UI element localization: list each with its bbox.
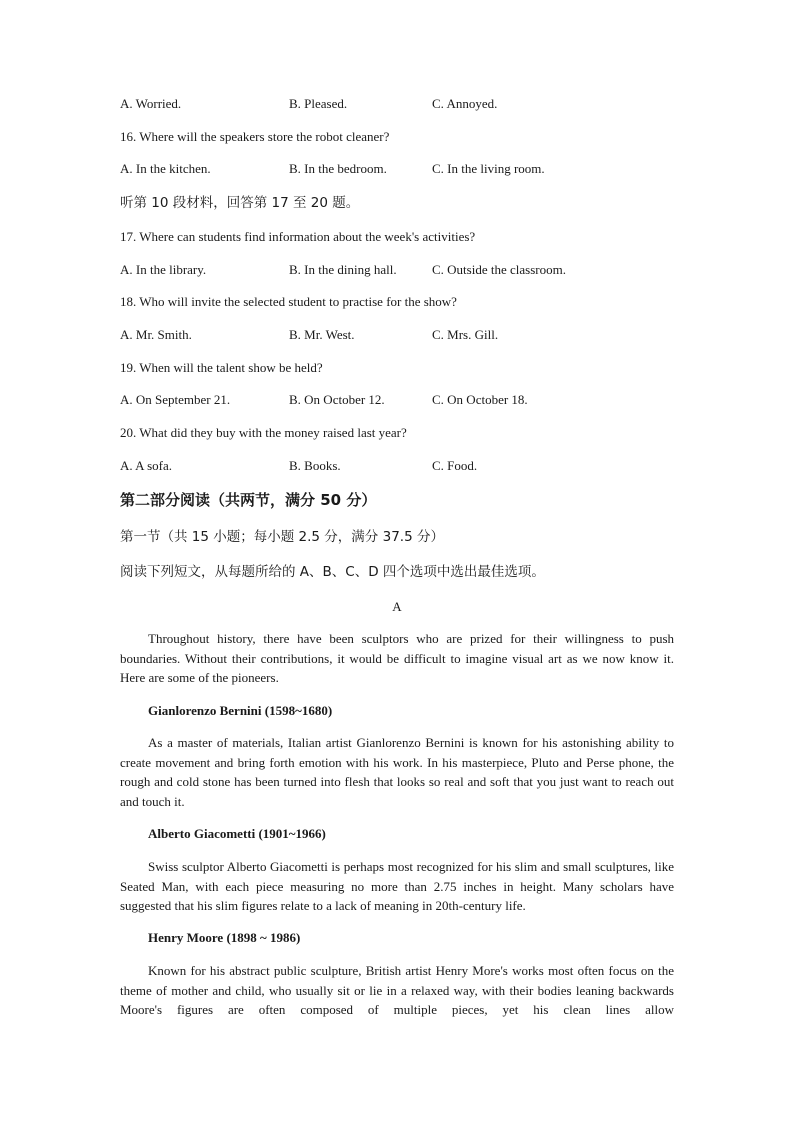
q18-question: 18. Who will invite the selected student to practise for the show? (120, 294, 457, 309)
q17-option-b: B. In the dining hall. (289, 262, 397, 277)
q15-option-b: B. Pleased. (289, 96, 348, 111)
q18-option-a: A. Mr. Smith. (120, 327, 192, 342)
q18-option-c: C. Mrs. Gill. (432, 327, 499, 342)
q20-option-c: C. Food. (432, 458, 478, 473)
part2-title: 第二部分阅读（共两节，满分 50 分） (120, 491, 377, 509)
section1-title: 第一节（共 15 小题；每小题 2.5 分，满分 37.5 分） (120, 529, 444, 545)
moore-heading: Henry Moore (1898 ~ 1986) (148, 930, 301, 945)
q17-question: 17. Where can students find information about the week's activities? (120, 229, 476, 244)
moore-paragraph: Known for his abstract public sculpture, British artist Henry More's works most often focus on the theme of mother and child, who usually sit or lie in a relaxed way, with their bodies leaning backwards Moore's figures are often composed of multiple pieces, yet his clean lines allow (120, 963, 674, 1017)
q16-option-c: C. In the living room. (432, 161, 545, 176)
q15-option-a: A. Worried. (120, 96, 182, 111)
giacometti-heading: Alberto Giacometti (1901~1966) (148, 826, 326, 841)
q19-question: 19. When will the talent show be held? (120, 360, 323, 375)
q15-option-c: C. Annoyed. (432, 96, 498, 111)
reading-instruction: 阅读下列短文，从每题所给的 A、B、C、D 四个选项中选出最佳选项。 (120, 564, 545, 580)
giacometti-paragraph: Swiss sculptor Alberto Giacometti is perhaps most recognized for his slim and small sculptures, like Seated Man, with each piece measuring no more than 2.75 inches in height. Many scholars have suggested that his slim figures relate to a lack of meaning in 20th-century life. (120, 859, 674, 913)
q17-option-a: A. In the library. (120, 262, 207, 277)
intro-paragraph: Throughout history, there have been sculptors who are prized for their willingness to push boundaries. Without their contributions, it would be difficult to imagine visual art as we now know it. Here are some of the pioneers. (120, 631, 674, 685)
q17-option-c: C. Outside the classroom. (432, 262, 566, 277)
q18-option-b: B. Mr. West. (289, 327, 355, 342)
bernini-paragraph: As a master of materials, Italian artist Gianlorenzo Bernini is known for his astonishing ability to create movement and bring forth emotion with his work. In his masterpiece, Pluto and Perse phone, the rough and cold stone has been turned into flesh that looks so real and soft that you just want to reach out and touch it. (120, 735, 674, 809)
q19-option-b: B. On October 12. (289, 392, 385, 407)
q20-question: 20. What did they buy with the money raised last year? (120, 425, 407, 440)
q16-option-b: B. In the bedroom. (289, 161, 387, 176)
q20-option-b: B. Books. (289, 458, 341, 473)
q19-option-c: C. On October 18. (432, 392, 528, 407)
listening-instruction-10: 听第 10 段材料，回答第 17 至 20 题。 (120, 195, 360, 211)
q20-option-a: A. A sofa. (120, 458, 172, 473)
passage-label: A (392, 599, 402, 614)
q16-option-a: A. In the kitchen. (120, 161, 211, 176)
bernini-heading: Gianlorenzo Bernini (1598~1680) (148, 703, 333, 718)
q19-option-a: A. On September 21. (120, 392, 231, 407)
q16-question: 16. Where will the speakers store the robot cleaner? (120, 129, 390, 144)
